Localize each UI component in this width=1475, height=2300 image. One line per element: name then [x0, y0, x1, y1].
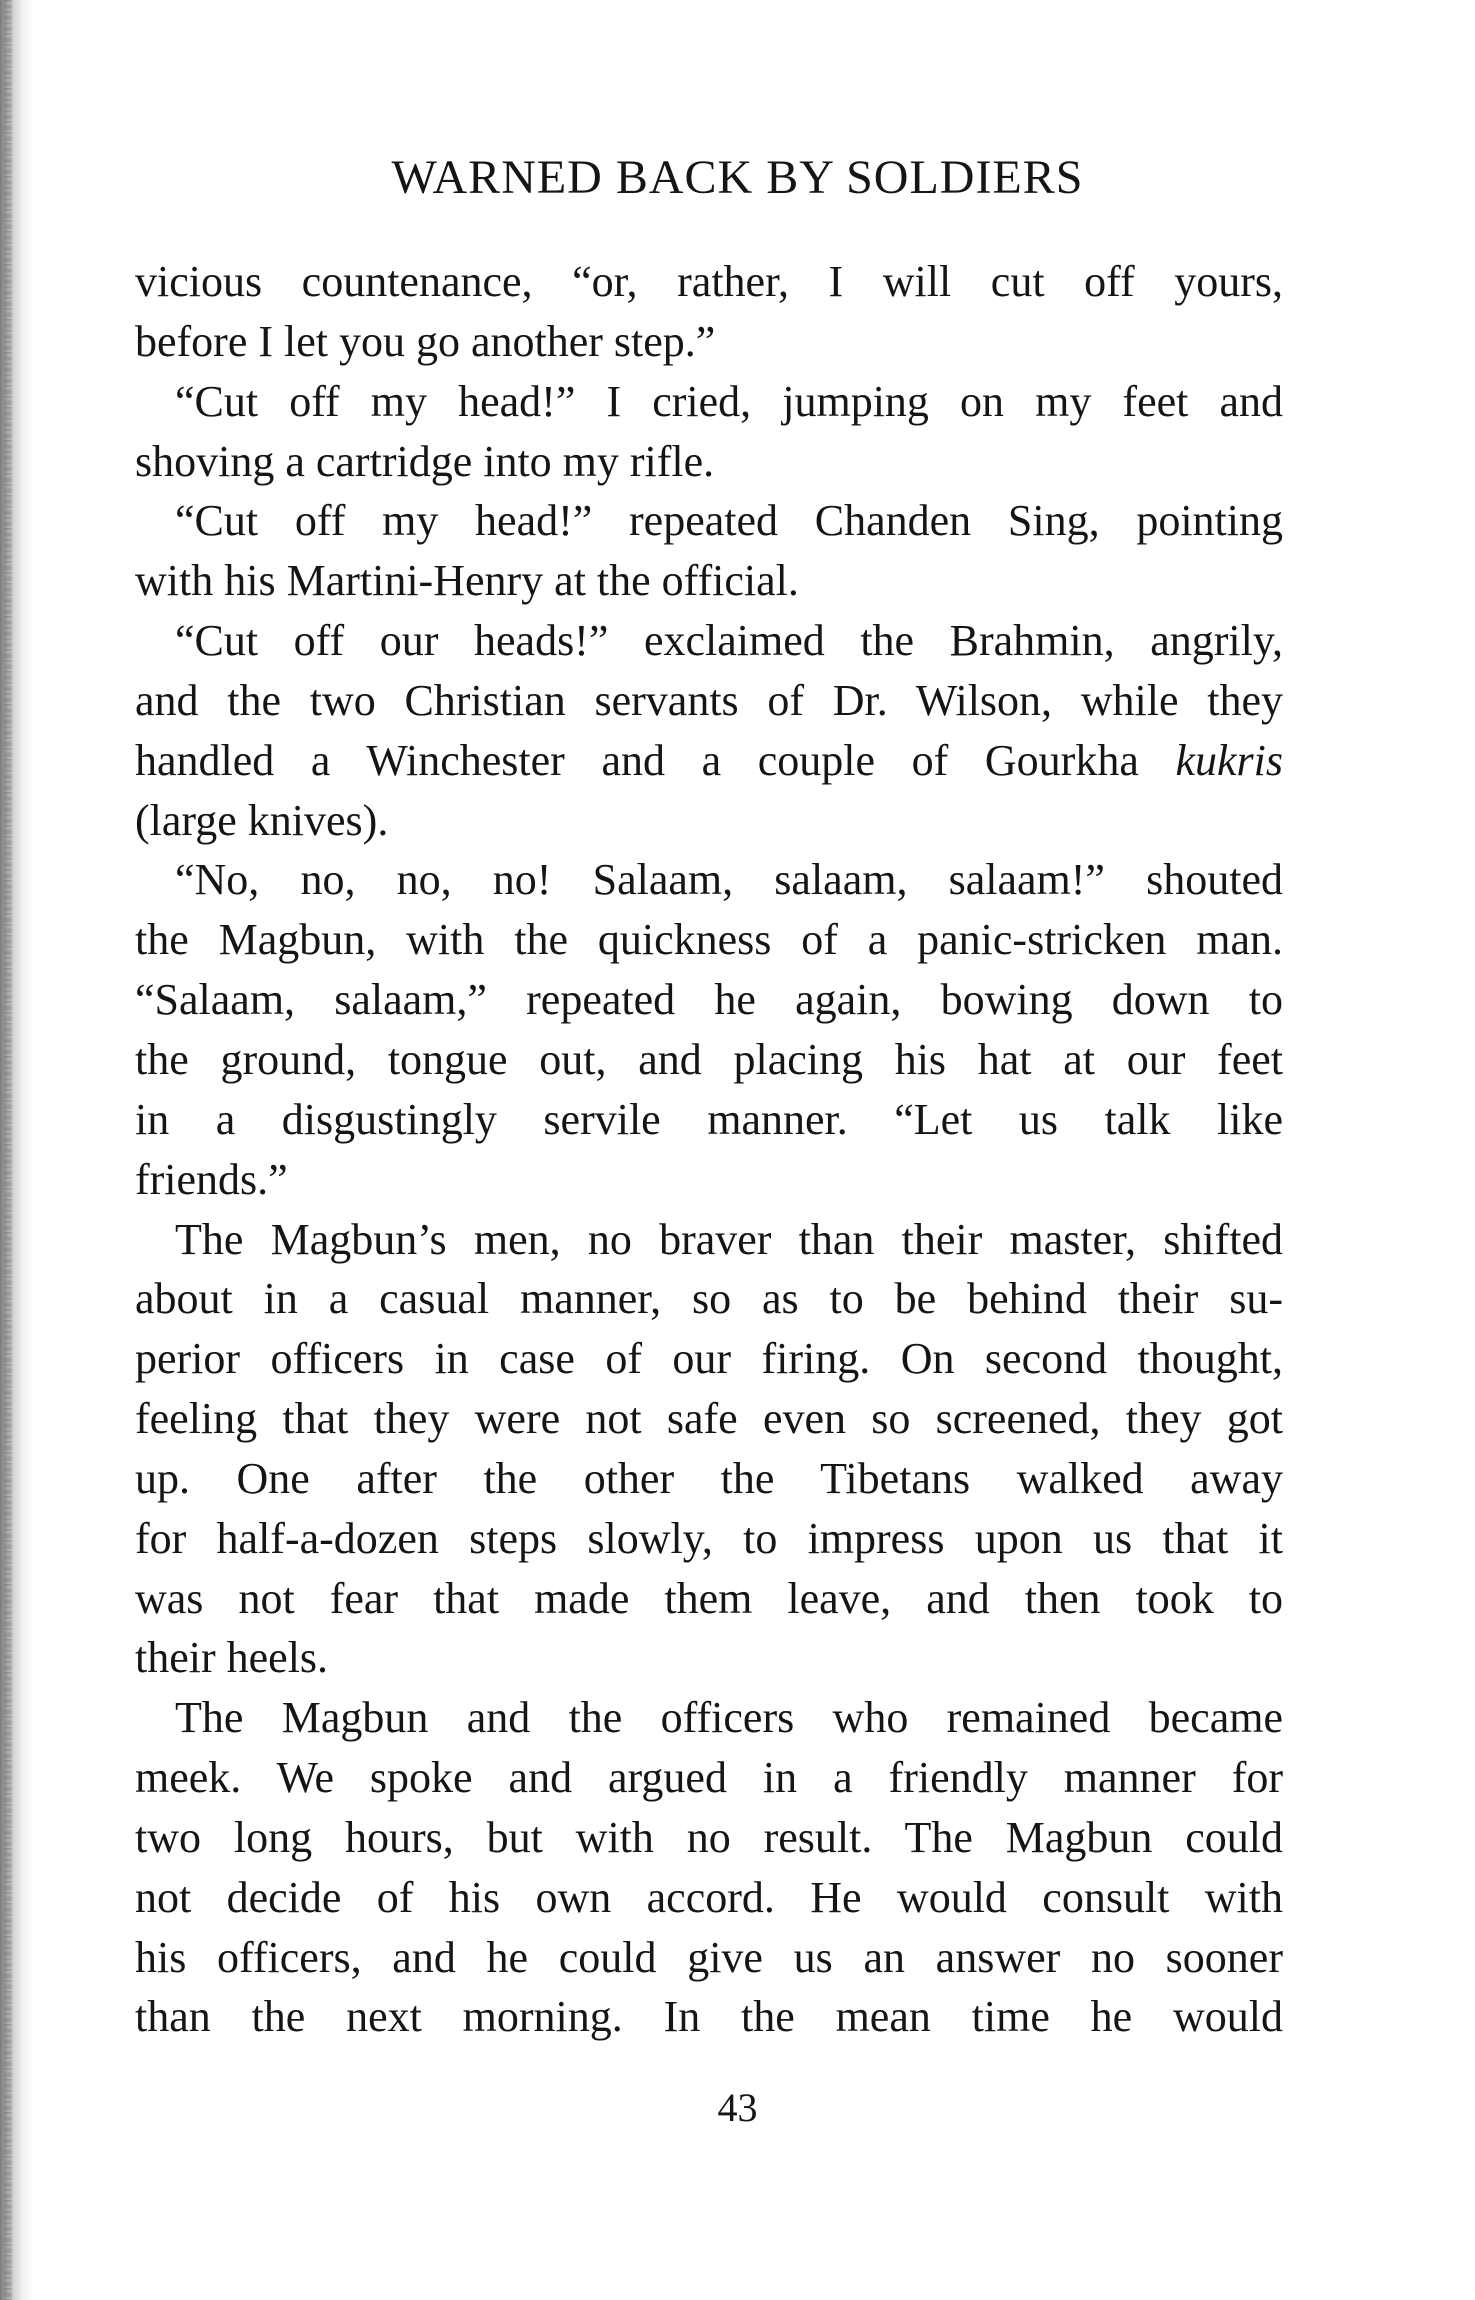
body-text: [135, 252, 1283, 2047]
text-line: than the next morning. In the mean time he would: [135, 1992, 1283, 2042]
text-line: up. One after the other the Tibetans walked away: [135, 1453, 1283, 1503]
text-line: [135, 731, 1283, 791]
page-number: 43: [717, 2085, 758, 2130]
text-line: “Cut off our heads!” exclaimed the Brahmin, angrily,: [175, 616, 1283, 666]
text-line: “Salaam, salaam,” repeated he again, bowing down to: [135, 975, 1283, 1025]
text-line: before I let you go another step.”: [135, 316, 716, 366]
text-line: about in a casual manner, so as to be behind their su-: [135, 1274, 1283, 1324]
text-line: his officers, and he could give us an answer no sooner: [135, 1932, 1283, 1982]
text-line: for half-a-dozen steps slowly, to impress upon us that it: [135, 1513, 1283, 1563]
text-line: “Cut off my head!” repeated Chanden Sing, pointing: [175, 496, 1283, 546]
text-line: perior officers in case of our firing. On second thought,: [135, 1334, 1283, 1384]
text-line: the ground, tongue out, and placing his hat at our feet: [135, 1034, 1283, 1084]
running-head: WARNED BACK BY SOLDIERS: [391, 151, 1084, 204]
text-line: the Magbun, with the quickness of a panic-stricken man.: [135, 915, 1283, 965]
text-line: not decide of his own accord. He would consult with: [135, 1872, 1283, 1922]
text-line: feeling that they were not safe even so screened, they got: [135, 1394, 1283, 1444]
text-line: in a disgustingly servile manner. “Let us talk like: [135, 1094, 1283, 1144]
text-line: vicious countenance, “or, rather, I will cut off yours,: [135, 257, 1283, 306]
text-line: (large knives).: [135, 795, 389, 845]
italic-word: kukris: [1175, 735, 1283, 785]
text-line: with his Martini-Henry at the official.: [135, 556, 799, 606]
text-line: shoving a cartridge into my rifle.: [135, 436, 715, 486]
text-line: The Magbun and the officers who remained became: [175, 1693, 1283, 1743]
text-line: “Cut off my head!” I cried, jumping on my feet and: [175, 376, 1283, 426]
text-line: The Magbun’s men, no braver than their master, shifted: [175, 1214, 1283, 1264]
text-line-roman: handled a Winchester and a couple of Gourkha: [135, 735, 1176, 785]
text-line: “No, no, no, no! Salaam, salaam, salaam!” shouted: [175, 855, 1283, 905]
binding-shadow: [0, 0, 34, 2300]
text-line: and the two Christian servants of Dr. Wilson, while they: [135, 675, 1283, 725]
text-line: was not fear that made them leave, and then took to: [135, 1573, 1283, 1623]
text-line: their heels.: [135, 1633, 329, 1683]
text-line: two long hours, but with no result. The Magbun could: [135, 1812, 1283, 1862]
text-line: friends.”: [135, 1154, 288, 1204]
text-line: meek. We spoke and argued in a friendly manner for: [135, 1753, 1283, 1803]
